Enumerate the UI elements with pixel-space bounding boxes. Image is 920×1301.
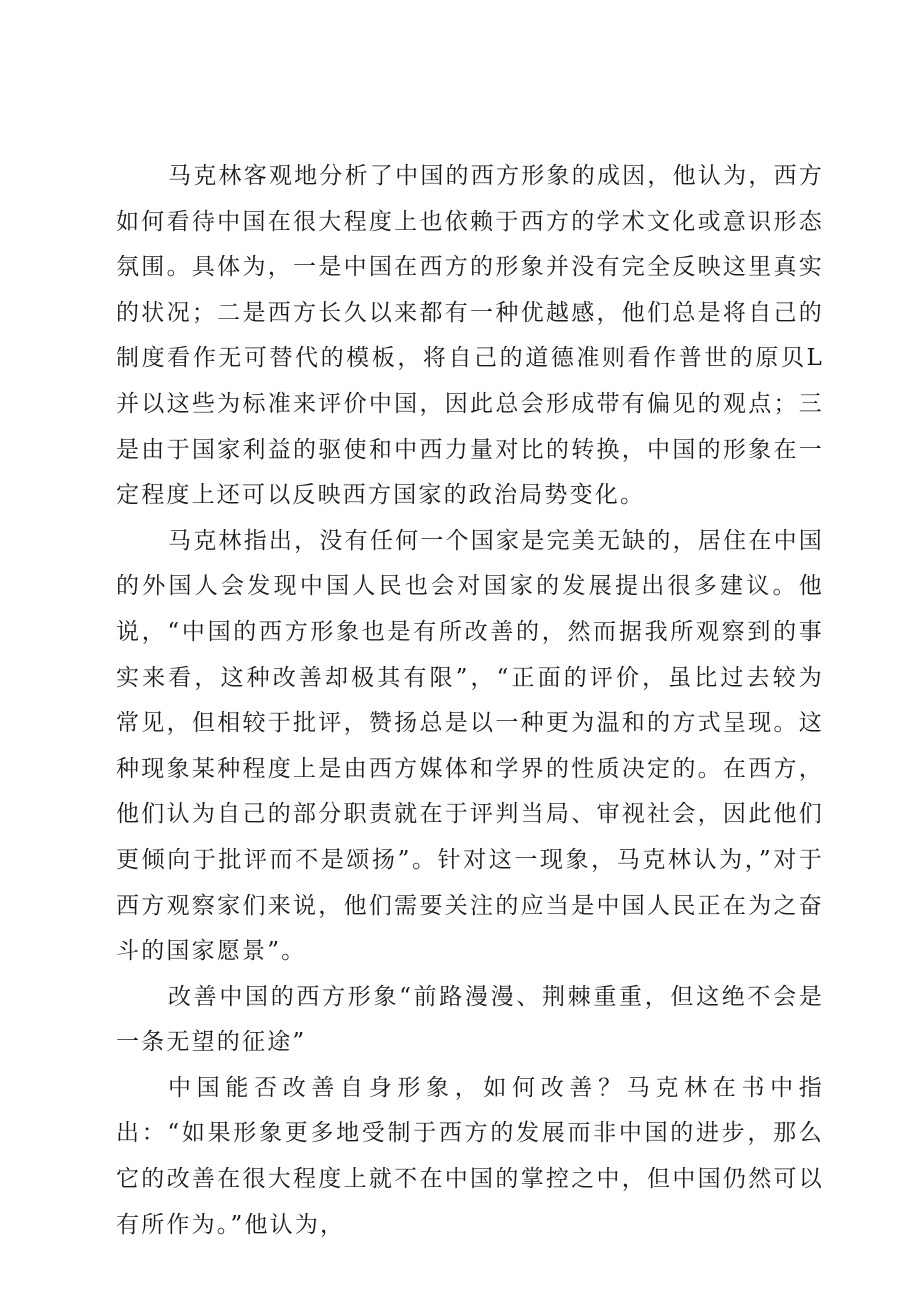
- paragraph-improvement: 中国能否改善自身形象，如何改善？马克林在书中指出：“如果形象更多地受制于西方的发展而非中国的进步，那么它的改善在很大程度上就不在中国的掌控之中，但中国仍然可以有所作为。”他认为，: [116, 1074, 824, 1238]
- paragraph-causes: 马克林客观地分析了中国的西方形象的成因，他认为，西方如何看待中国在很大程度上也依赖于西方的学术文化或意识形态氛围。具体为，一是中国在西方的形象并没有完全反映这里真实的状况；二是西方长久以来都有一种优越感，他们总是将自己的制度看作无可替代的模板，将自己的道德准则看作普世的原贝L并以这些为标准来评价中国，因此总会形成带有偏见的观点；三是由于国家利益的驱使和中西力量对比的转换，中国的形象在一定程度上还可以反映西方国家的政治局势变化。: [116, 163, 824, 509]
- paragraph-heading-improvement: 改善中国的西方形象“前路漫漫、荆棘重重，但这绝不会是一条无望的征途”: [116, 983, 824, 1056]
- document-body: [116, 154, 824, 1248]
- paragraph-observations: 马克林指出，没有任何一个国家是完美无缺的，居住在中国的外国人会发现中国人民也会对国家的发展提出很多建议。他说，“中国的西方形象也是有所改善的，然而据我所观察到的事实来看，这种改善却极其有限”，“正面的评价，虽比过去较为常见，但相较于批评，赞扬总是以一种更为温和的方式呈现。这种现象某种程度上是由西方媒体和学界的性质决定的。在西方，他们认为自己的部分职责就在于评判当局、审视社会，因此他们更倾向于批评而不是颂扬”。针对这一现象，马克林认为，”对于西方观察家们来说，他们需要关注的应当是中国人民正在为之奋斗的国家愿景”。: [116, 527, 824, 965]
